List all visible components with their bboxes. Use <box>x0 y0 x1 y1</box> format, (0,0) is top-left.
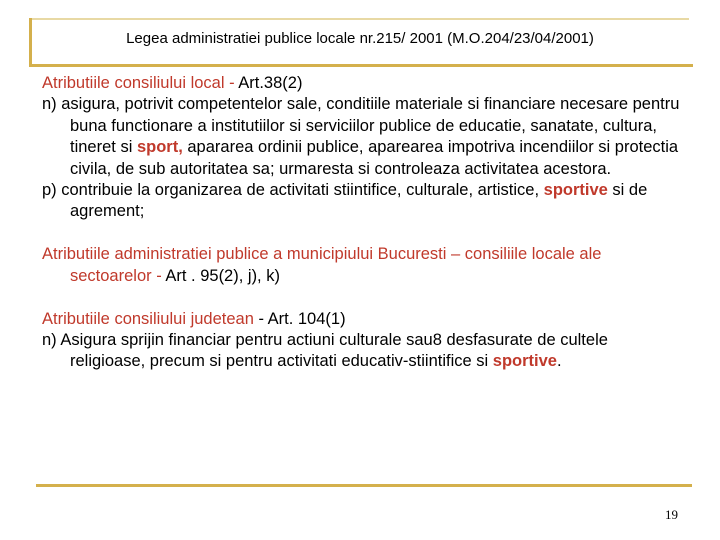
local-council-item-n-text-2: apararea ordinii publice, aparearea impotriva incendiilor si protectia civila, de sub autoritatea sa; urmaresta si controleaza activitatea acestora. <box>70 138 679 178</box>
frame-top-border <box>29 18 689 20</box>
page-number: 19 <box>665 507 678 522</box>
local-council-item-n-highlight: sport, <box>136 138 183 157</box>
footer-divider <box>36 484 692 487</box>
county-council-article: - Art. 104(1) <box>253 309 346 328</box>
local-council-item-n <box>42 94 682 180</box>
spacer <box>42 287 682 309</box>
county-council-item-n-text-2: . <box>556 352 562 371</box>
county-council-item-n-text-1: n) Asigura sprijin financiar pentru actiuni culturale sau8 desfasurate de cultele religioase, precum si pentru activitati educativ-stiintifice si <box>42 331 608 371</box>
bucharest-heading <box>42 244 682 287</box>
local-council-item-p-text-2: si de agrement; <box>70 181 648 221</box>
local-council-article: Art.38(2) <box>238 74 303 92</box>
county-council-item-n <box>42 330 682 373</box>
page-title: Legea administratiei publice locale nr.215/ 2001 (M.O.204/23/04/2001) <box>126 30 594 47</box>
local-council-heading <box>42 73 682 94</box>
slide-content <box>42 73 682 373</box>
local-council-item-p <box>42 180 682 223</box>
county-council-item-n-highlight: sportive <box>492 352 557 371</box>
bucharest-heading-label: Atributiile administratiei publice a municipiului Bucuresti – consiliile locale ale sectoarelor - <box>42 245 602 285</box>
spacer <box>42 223 682 245</box>
county-council-heading <box>42 309 682 330</box>
local-council-item-n-text-1: n) asigura, potrivit competentelor sale, conditiile materiale si financiare necesare pentru buna functionare a institutiilor si serviciilor publice de educatie, sanatate, cultura, tineret si <box>42 95 680 157</box>
bucharest-article: Art . 95(2), j), k) <box>165 266 280 285</box>
county-council-heading-label: Atributiile consiliului judetean <box>42 309 254 328</box>
header-divider <box>29 64 693 67</box>
local-council-heading-label: Atributiile consiliului local - <box>42 74 239 92</box>
local-council-item-p-text-1: p) contribuie la organizarea de activitati stiintifice, culturale, artistice, <box>42 181 544 200</box>
local-council-item-p-highlight: sportive <box>543 181 608 200</box>
